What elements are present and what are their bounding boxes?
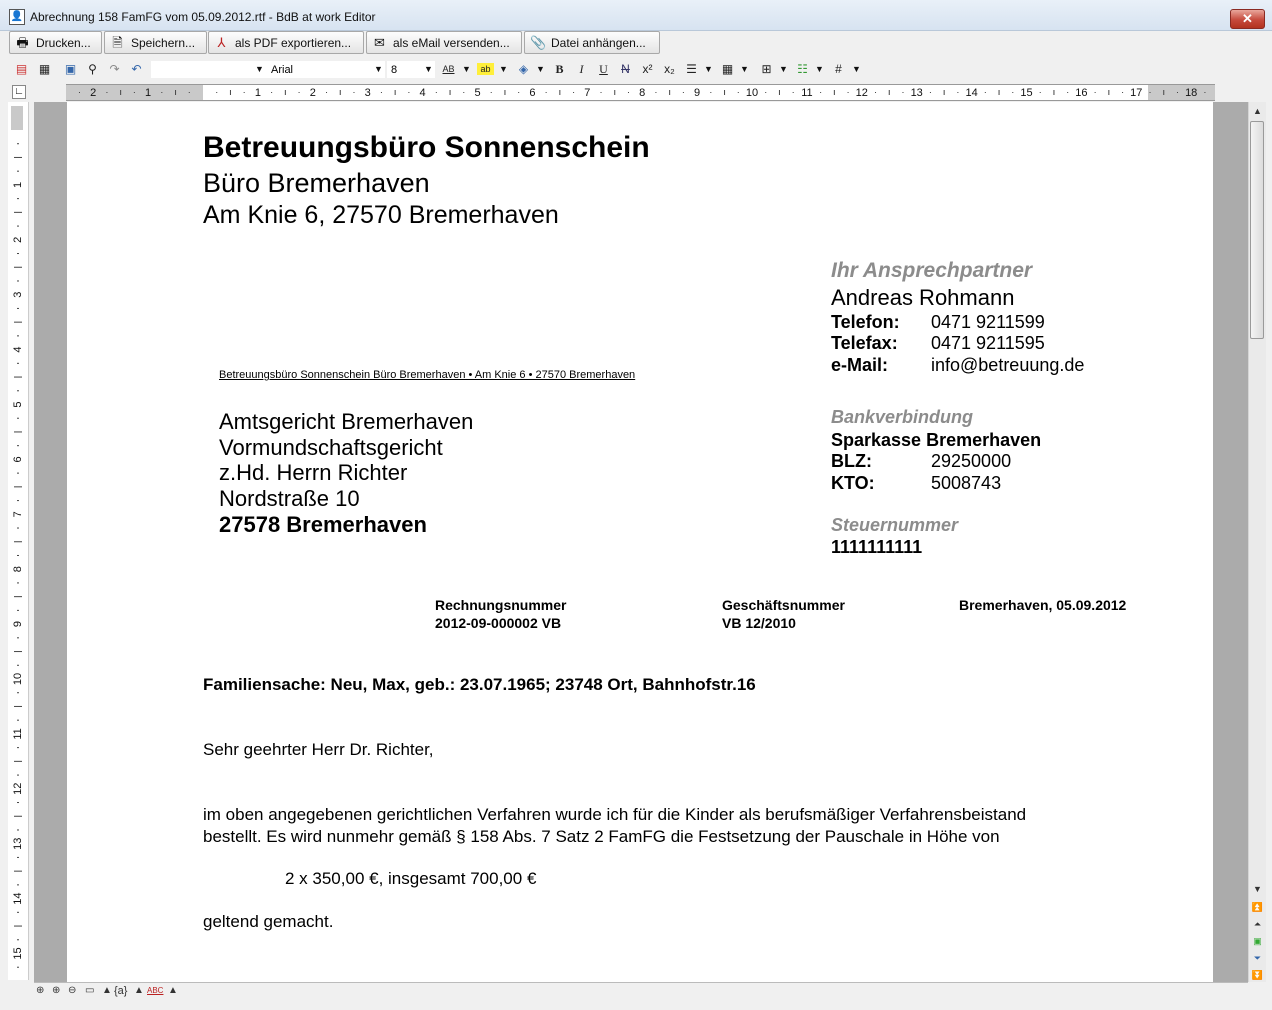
kto-label: KTO:: [831, 473, 875, 493]
ruler-label: 14: [11, 892, 24, 905]
strikethrough-button[interactable]: N: [621, 62, 630, 76]
subject-line: Familiensache: Neu, Max, geb.: 23.07.1965; 23748 Ort, Bahnhofstr.16: [203, 675, 756, 694]
ruler-label: 4: [11, 346, 24, 353]
scroll-thumb[interactable]: [1250, 121, 1264, 339]
case-number: VB 12/2010: [722, 615, 796, 631]
borders-icon[interactable]: ⊞: [761, 62, 772, 76]
case-label: Geschäftsnummer: [722, 597, 845, 613]
action-toolbar: [0, 31, 1272, 56]
save-icon: 🗎: [112, 35, 123, 50]
ruler-label: 10: [11, 672, 24, 686]
ruler-label: 13: [11, 837, 24, 850]
fax-label: Telefax:: [831, 333, 898, 353]
ruler-label: 4: [419, 87, 426, 99]
invoice-number: 2012-09-000002 VB: [435, 615, 562, 631]
ruler-label: 1: [254, 87, 261, 99]
contact-name: Andreas Rohmann: [831, 285, 1015, 310]
save-button-label: Speichern...: [131, 36, 196, 50]
font-color-dropdown-icon[interactable]: ▼: [462, 64, 471, 74]
invoice-label: Rechnungsnummer: [435, 597, 567, 613]
horizontal-ruler[interactable]: [66, 84, 1215, 101]
blz-label: BLZ:: [831, 451, 872, 471]
ruler-label: 10: [745, 87, 759, 99]
vertical-scrollbar[interactable]: [1248, 102, 1266, 982]
body-line: im oben angegebenen gerichtlichen Verfahren wurde ich für die Kinder als berufsmäßiger Verfahrensbeistand: [203, 805, 1027, 824]
company-address: Am Knie 6, 27570 Bremerhaven: [203, 201, 559, 229]
closing-line: geltend gemacht.: [203, 912, 334, 931]
ruler-label: 6: [11, 456, 24, 463]
office-name: Büro Bremerhaven: [203, 168, 430, 198]
app-icon: 👤: [9, 9, 25, 25]
sender-line: Betreuungsbüro Sonnenschein Büro Bremerhaven • Am Knie 6 • 27570 Bremerhaven: [219, 369, 636, 381]
salutation: Sehr geehrter Herr Dr. Richter,: [203, 740, 434, 759]
font-size-dropdown-icon[interactable]: ▼: [424, 64, 433, 74]
subscript-button[interactable]: x₂: [664, 62, 675, 76]
layout-dropdown-icon[interactable]: ▲: [102, 985, 112, 996]
attach-file-button[interactable]: [524, 31, 660, 54]
numbering-dropdown-icon[interactable]: ▼: [852, 64, 861, 74]
numbering-button[interactable]: #: [835, 62, 842, 76]
vertical-ruler[interactable]: [8, 102, 29, 980]
export-pdf-button[interactable]: [208, 31, 364, 54]
export-pdf-button-label: als PDF exportieren...: [235, 36, 352, 50]
ruler-label: 6: [529, 87, 536, 99]
format-toolbar: [0, 57, 1272, 82]
last-page-icon[interactable]: ⏬: [1251, 970, 1264, 980]
superscript-button[interactable]: x²: [642, 62, 653, 76]
document-area: [34, 102, 1248, 982]
ruler-label: 3: [364, 87, 371, 99]
ruler-label: 15: [1020, 87, 1033, 99]
phone-value: 0471 9211599: [931, 312, 1045, 332]
ruler-label: 2: [11, 236, 24, 243]
ruler-label: 9: [11, 621, 24, 628]
page-jump-icon[interactable]: ▣: [1253, 936, 1262, 946]
title-bar: [0, 0, 1272, 31]
page-layout-icon[interactable]: ▭: [85, 985, 95, 996]
send-email-button[interactable]: [366, 31, 522, 54]
print-button-label: Drucken...: [36, 36, 91, 50]
underline-button[interactable]: U: [599, 62, 608, 76]
bold-button[interactable]: B: [555, 62, 564, 76]
attach-file-button-label: Datei anhängen...: [551, 36, 646, 50]
spellcheck-toggle[interactable]: ABC: [147, 986, 164, 995]
window-title: Abrechnung 158 FamFG vom 05.09.2012.rtf - BdB at work Editor: [30, 10, 376, 24]
recipient-line: 27578 Bremerhaven: [219, 512, 427, 537]
ruler-label: 11: [801, 87, 813, 99]
font-color-icon[interactable]: AB: [442, 64, 455, 74]
align-left-icon[interactable]: ☰: [686, 62, 697, 76]
highlight-dropdown-icon[interactable]: ▼: [499, 64, 508, 74]
bank-heading: Bankverbindung: [831, 407, 974, 427]
blz-value: 29250000: [931, 451, 1012, 471]
redo-icon[interactable]: ↷: [109, 62, 120, 76]
ruler-label: 8: [639, 87, 646, 99]
borders-dropdown-icon[interactable]: ▼: [779, 64, 788, 74]
highlight-icon[interactable]: ab: [477, 63, 494, 75]
italic-button[interactable]: I: [579, 62, 584, 76]
top-margin-area: [11, 106, 23, 130]
ruler-label: 1: [11, 181, 24, 188]
tax-heading: Steuernummer: [831, 515, 959, 535]
recipient-line: Nordstraße 10: [219, 486, 360, 511]
ruler-label: 13: [910, 87, 923, 99]
print-button[interactable]: [9, 31, 102, 54]
vertical-ruler-ticks: [8, 102, 28, 980]
bank-name: Sparkasse Bremerhaven: [831, 430, 1042, 450]
email-value: info@betreuung.de: [931, 355, 1085, 375]
recipient-line: z.Hd. Herrn Richter: [219, 460, 408, 485]
find-icon[interactable]: ⚲: [88, 62, 97, 76]
kto-value: 5008743: [931, 473, 1002, 493]
ruler-label: 12: [11, 782, 24, 795]
recipient-line: Amtsgericht Bremerhaven: [219, 409, 474, 434]
spellcheck-dropdown-icon[interactable]: ▲: [168, 985, 178, 996]
email-icon: ✉: [374, 35, 385, 50]
ruler-label: 7: [584, 87, 591, 99]
field-codes-toggle[interactable]: {a}: [114, 985, 128, 997]
close-button[interactable]: ✕: [1230, 9, 1265, 29]
zoom-in-icon[interactable]: ⊕: [52, 985, 61, 996]
zoom-out-icon[interactable]: ⊖: [68, 985, 77, 996]
amount-line: 2 x 350,00 €, insgesamt 700,00 €: [285, 869, 537, 888]
email-label: e-Mail:: [831, 355, 889, 375]
phone-label: Telefon:: [831, 312, 900, 332]
send-email-button-label: als eMail versenden...: [393, 36, 510, 50]
ruler-label: 11: [11, 728, 24, 740]
recipient-line: Vormundschaftsgericht: [219, 435, 443, 460]
paperclip-icon: 📎: [530, 35, 547, 50]
ruler-label: 7: [11, 511, 24, 518]
scroll-up-icon[interactable]: ▲: [1253, 106, 1262, 116]
font-select[interactable]: Arial: [267, 61, 385, 78]
zoom-reset-icon[interactable]: ⊕: [36, 985, 45, 996]
fax-value: 0471 9211595: [931, 333, 1045, 353]
page-setup-icon[interactable]: ▤: [15, 62, 28, 76]
ruler-label: 1: [145, 87, 152, 99]
ruler-label: 16: [1075, 87, 1088, 99]
page-view-icon[interactable]: ▦: [38, 62, 51, 76]
ruler-label: 14: [965, 87, 978, 99]
first-page-icon[interactable]: ⏫: [1251, 902, 1264, 912]
ruler-label: 15: [11, 947, 24, 960]
ruler-label: 17: [1130, 87, 1143, 99]
pdf-icon: ⅄: [217, 35, 226, 50]
ruler-label: 2: [90, 87, 97, 99]
ruler-label: 9: [694, 87, 701, 99]
insert-image-icon[interactable]: ▣: [64, 62, 77, 76]
body-line: bestellt. Es wird nunmehr gemäß § 158 Abs. 7 Satz 2 FamFG die Festsetzung der Pauschale in Höhe von: [203, 827, 1000, 846]
font-size-select[interactable]: 8: [387, 61, 435, 78]
tax-number: 1111111111: [831, 537, 923, 557]
horizontal-ruler-ticks: [66, 85, 1215, 100]
status-bar: [34, 982, 1248, 999]
fill-color-icon[interactable]: ◈: [518, 62, 529, 76]
style-select[interactable]: [151, 61, 267, 78]
ruler-label: 5: [11, 401, 24, 408]
scroll-down-icon[interactable]: ▼: [1253, 884, 1262, 894]
tab-selector-icon[interactable]: ∟: [12, 85, 26, 99]
place-date: Bremerhaven, 05.09.2012: [959, 597, 1127, 613]
contact-heading: Ihr Ansprechpartner: [831, 259, 1033, 282]
list-dropdown-icon[interactable]: ▼: [815, 64, 824, 74]
next-page-icon[interactable]: ⏷: [1253, 953, 1262, 963]
fill-color-dropdown-icon[interactable]: ▼: [536, 64, 545, 74]
ruler-label: 12: [855, 87, 868, 99]
save-button[interactable]: [104, 31, 207, 54]
ruler-label: 3: [11, 291, 24, 298]
printer-icon: 🖶: [16, 35, 29, 50]
ruler-label: 8: [11, 566, 24, 573]
insert-table-icon[interactable]: ▦: [721, 62, 734, 76]
company-name: Betreuungsbüro Sonnenschein: [203, 131, 650, 164]
ruler-label: 2: [309, 87, 316, 99]
previous-page-icon[interactable]: ⏶: [1253, 919, 1262, 929]
table-dropdown-icon[interactable]: ▼: [740, 64, 749, 74]
undo-icon[interactable]: ↶: [131, 62, 142, 76]
style-dropdown-icon[interactable]: ▼: [255, 64, 264, 74]
document-page[interactable]: [67, 102, 1213, 982]
align-dropdown-icon[interactable]: ▼: [704, 64, 713, 74]
field-dropdown-icon[interactable]: ▲: [134, 985, 144, 996]
ruler-label: 5: [474, 87, 481, 99]
ruler-label: 18: [1185, 87, 1198, 99]
font-dropdown-icon[interactable]: ▼: [374, 64, 383, 74]
list-icon[interactable]: ☷: [797, 62, 808, 76]
